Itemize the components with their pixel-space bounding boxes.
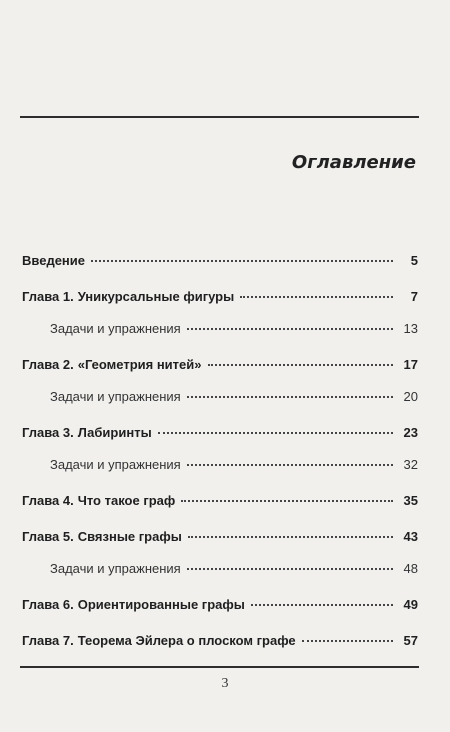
toc-chapter-title: Связные графы <box>77 529 182 544</box>
toc-chapter-number: Глава 1. <box>22 289 74 304</box>
dot-leader <box>187 464 393 466</box>
dot-leader <box>302 640 393 642</box>
toc-chapter-number: Глава 4. <box>22 493 74 508</box>
toc-sub-title: Задачи и упражнения <box>50 457 181 472</box>
dot-leader <box>240 296 393 298</box>
toc-entry-page: 32 <box>403 457 418 472</box>
toc-entry-chapter-5[interactable] <box>22 528 418 546</box>
toc-entry-chapter-7[interactable] <box>22 632 418 650</box>
toc-entry-page: 17 <box>403 357 418 372</box>
toc-entry-page: 43 <box>403 529 418 544</box>
toc-entry-exercises-1[interactable] <box>22 320 418 338</box>
toc-sub-title: Задачи и упражнения <box>50 561 181 576</box>
toc-entry-chapter-6[interactable] <box>22 596 418 614</box>
toc-chapter-number: Глава 5. <box>22 529 74 544</box>
dot-leader <box>208 364 394 366</box>
toc-entry-page: 57 <box>403 633 418 648</box>
toc-entry-chapter-3[interactable] <box>22 424 418 442</box>
bottom-rule <box>20 666 419 668</box>
toc-chapter-title: Теорема Эйлера о плоском графе <box>77 633 296 648</box>
toc-entry-page: 5 <box>410 253 418 268</box>
toc-entry-chapter-4[interactable] <box>22 492 418 510</box>
dot-leader <box>188 536 393 538</box>
table-of-contents <box>22 252 418 650</box>
toc-entry-page: 23 <box>403 425 418 440</box>
toc-chapter-title: Уникурсальные фигуры <box>77 289 235 304</box>
toc-sub-title: Задачи и упражнения <box>50 389 181 404</box>
toc-chapter-number: Глава 3. <box>22 425 74 440</box>
toc-chapter-title: Ориентированные графы <box>77 597 245 612</box>
toc-entry-exercises-2[interactable] <box>22 388 418 406</box>
toc-title: Оглавление <box>291 152 416 173</box>
toc-entry-exercises-5[interactable] <box>22 560 418 578</box>
toc-chapter-title: Что такое граф <box>77 493 176 508</box>
toc-entry-chapter-1[interactable] <box>22 288 418 306</box>
toc-entry-exercises-3[interactable] <box>22 456 418 474</box>
dot-leader <box>251 604 393 606</box>
dot-leader <box>187 328 393 330</box>
toc-entry-page: 48 <box>403 561 418 576</box>
toc-chapter-number: Глава 7. <box>22 633 74 648</box>
toc-entry-page: 7 <box>410 289 418 304</box>
toc-entry-chapter-2[interactable] <box>22 356 418 374</box>
toc-chapter-number: Глава 2. <box>22 357 74 372</box>
top-rule <box>20 116 419 118</box>
toc-entry-page: 13 <box>403 321 418 336</box>
toc-entry-page: 35 <box>403 493 418 508</box>
toc-chapter-title: Лабиринты <box>77 425 152 440</box>
dot-leader <box>181 500 393 502</box>
page-number: 3 <box>221 676 229 691</box>
toc-sub-title: Задачи и упражнения <box>50 321 181 336</box>
toc-entry-page: 49 <box>403 597 418 612</box>
toc-chapter-number: Глава 6. <box>22 597 74 612</box>
toc-entry-label: Введение <box>22 253 85 268</box>
dot-leader <box>158 432 393 434</box>
dot-leader <box>187 568 393 570</box>
dot-leader <box>91 260 393 262</box>
toc-entry-page: 20 <box>403 389 418 404</box>
toc-chapter-title: «Геометрия нитей» <box>77 357 202 372</box>
dot-leader <box>187 396 393 398</box>
toc-entry-introduction[interactable] <box>22 252 418 270</box>
